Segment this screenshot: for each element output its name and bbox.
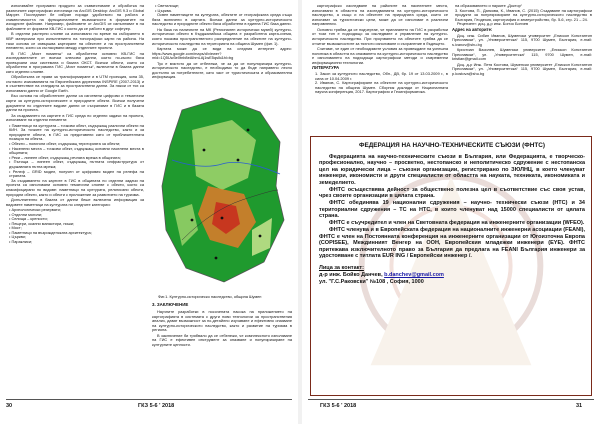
list-item: • Селища – крепости; [9, 216, 48, 222]
list-item: • Пътища – линеен обект, съдържащ пътната инфраструктура от държавната пътна мрежа; [9, 159, 144, 169]
list-item: • Паметници на културата – точкови обект, съдържащ различни обекти на КИН. За точките на културно-историческото наследство, както и за природните обекти, в ГИС са представени като от приблизителната позиция на обекта. [9, 122, 144, 142]
reference-item: 2. Иванов, С. Картографиране на обектите на културно-историческото наследство на община Шумен. Сборник доклади от Националната научна конференция, 2017. Картография и Геоинформатика. [315, 80, 448, 95]
contact-email-link[interactable]: b.danchev@gmail.com [384, 271, 444, 278]
paragraph: Считаме, че един от необходимите условия за провеждане на успешна политика в областта на опазването на културно-историческото наследство е използването на подходящи картографски методи и съвременни информационни технологии. [312, 45, 448, 65]
contact-line [319, 272, 585, 279]
paragraph: Федерацията на научно-техническите съюзи в България, или Федерацията, е творческо-професионално, научно – просветно, нестопанско и неполитическо сдружение с нестопанска цел на юридически лица – съюзни организации, регистрирано по ЗЮЛНЦ, в което членуват инженери, икономисти и други специалисти от областта на науката, техниката, икономиката и земеделието. [319, 153, 585, 186]
conclusion-text [152, 310, 292, 348]
page-number: 31 [576, 403, 583, 409]
list-item: • Мост; [9, 225, 22, 231]
footer-rule [308, 399, 594, 400]
map-marker [221, 217, 224, 220]
contact-address: ул. "Г.С.Раковски" №108 , София, 1000 [319, 279, 424, 286]
left-column-2 [152, 4, 292, 88]
paragraph: В ГИС „Моят поминък“ са обработени основни КВ-ГИС на изследователите от всички ключови данни, които по-късно бяха привързани към системата и базата ОКСТ. Всички обекти, които са обработени в програмата ГИС „Моят поминък“, включени в базата данни като отделни слоеве. [6, 50, 144, 74]
box-title: ФЕДЕРАЦИЯ НА НАУЧНО-ТЕХНИЧЕСКИТЕ СЪЮЗИ (ФНТС) [359, 142, 545, 149]
left-column-1 [6, 4, 144, 374]
journal-label: ГКЗ 5-6 ' 2018 [138, 403, 175, 409]
list-item: • Пещери, скални манастири, ниши; [9, 220, 75, 226]
paragraph: ФНТС обединява 19 национални сдружения – научно- технически съюзи (НТС) и 34 териториални сдружения – ТС на НТС, в които членуват над 15000 специалисти от цялата страна. [319, 200, 585, 220]
paragraph: За създаването на картите в ГИС среда по отделни задачи на проекта, използване на отделни елементи: [6, 112, 144, 123]
list-item: • Параклиси; [9, 239, 33, 245]
paragraph: Освен паметниците на културата, обектите от географската среда също бяха включени в картата. Всички данни за културно-историческото наследство и природните обекти бяха обработени в единна ГИС база данни. [152, 12, 292, 27]
paragraph: картографско изследване на районите на населените места, използвани в областта на изследванията на културно-историческото наследство, а също и на обектите на природната среда, които се използват за туристически цели, може да се използват в различни направления. [312, 3, 448, 27]
right-column-2 [452, 3, 592, 76]
list-item: • Светилище; [155, 3, 180, 8]
list-item: • Отделни могили; [9, 211, 43, 217]
reference-item: на образованието и науките „Доктор“ [455, 3, 523, 8]
map-marker [247, 129, 250, 132]
right-column-1 [312, 4, 448, 134]
contact-heading: Лица за контакт: [319, 264, 364, 271]
map-image [152, 90, 292, 290]
footer-rule [6, 399, 292, 400]
authors-heading: Адрес на авторите: [452, 26, 493, 32]
box-content [319, 141, 585, 286]
list-item: • Релеф – GRID модел, получен от цифровия модел на релефа на страната. [9, 168, 144, 179]
paragraph: Въз основа на обработените данни са изготвени цифрови и тематични карти за културно-историческите и природните обекти. Всички получени документи по отделните видове данни се съхраняват в ГИС и в базата данни на проекта. [6, 93, 144, 113]
paragraph: В заключение би трябвало да се отбележи, че комплексното използване на ГИС е ефективен инструмент за опазване и популяризиране на културните ценности. [152, 332, 292, 347]
map-marker [203, 149, 206, 152]
heritage-map-figure [152, 90, 292, 290]
references-heading: ЛИТЕРАТУРА [312, 65, 340, 71]
map-url[interactable]: Картата може да се види на следния интернет адрес: https://www.google.com/maps/d/viewer?mid=1Q5Uw3e0tnb8eAlhmLAj1wE5qsIk&hl=bg [152, 45, 292, 61]
map-marker [191, 219, 194, 222]
page-number: 30 [6, 403, 13, 409]
author-address: Кристиан Василев, Шуменски университет „Епископ Константин Преславски“, ул. „Университетска“ 115, 9700 Шумен, e-mail: kristian@gmail.com [452, 47, 592, 62]
paragraph: ФНТС е съучредител и член на Световната федерация на инженерните организации (WFEO). [329, 220, 585, 227]
paragraph: Научните разработки в посочената насока на приложението на картографията в системата с други нови технологии за пространствения анализ, дават възможност за по-детайлно изучаване и ефективно опазване на културно-историческото наследство, както и развитие на туризма в региона. [152, 309, 292, 333]
figure-caption: Фиг.1. Културно-историческо наследство, община Шумен [158, 294, 262, 299]
fnts-announcement-box [310, 136, 592, 396]
list-item: • Църква. [155, 7, 172, 13]
journal-label: ГКЗ 5-6 ' 2018 [320, 403, 357, 409]
paragraph: използвайте програмни продукти за съвместяване и обработка на различните картографски източници на ArcGIS Desktop: ArcGIS 9.3 и Global Mapper. Последният бе избран поради удобството на работа и съвместимостта на функционалните възможности в форматите на изходните файлове. Например, файловете от ArcGIS се изпълняват в на файловете от формати КВ-ГИС с които да се работи в друг софтуер. [6, 3, 144, 31]
paragraph: Допълнително в базата от данни беше включена информация за видовете паметници на културата по следните категории: [6, 196, 144, 207]
reference-item: 3. Костова, П., Данкова, К., Иванов, С. (2015) Създаване на картографски продукти за популяризиране на културно-историческото наследство в България, Геодезия, картография и земеустройство, бр. 5-6, стр. 21 – 24. [455, 7, 592, 22]
paragraph: Обработката се прави за трансформиране и в UTM проекция, зона 35, съгласно изискванията на Европейската директива INSPIRE (2007-2013) и в съответствие на стандарта за пространствени данни. За някои от тях са използвани данни от Google Earth. [6, 74, 144, 94]
paragraph: ФНТС осъществява дейност за обществено полезна цел в съответствие със своя устав, чрез своите организации в цялата страна. [319, 186, 585, 200]
reviewer: Рецензент: доц. д-р инж. Бончо Бончев [457, 21, 529, 27]
map-marker [215, 257, 218, 260]
left-page [0, 0, 298, 424]
list-item: • Археологически резервати; [9, 206, 61, 212]
list-item: • Паметници на възрожденската архитектура; [9, 229, 92, 235]
paragraph: Основно трябва да се подчертае, че прилагането на ГИС в разработки от този тип е подходящо за изследване и управление на културно-историческото наследство. При проучването на обектите трябва да се отчитат възможностите за тяхното използване и съхранение в бъдещето. [312, 26, 448, 46]
paragraph: Тук е мястото да се отбележи, че за да се популяризира културно-историческото наследство, е необходимо то да бъде направено лесно достъпно за потребителите, като част от туристическата и образователна информация. [152, 60, 292, 80]
paragraph: На база на наличните на МК (Регионален исторически музей) културно-исторически обекти в Кърджалийска община е разработена карта-схема, която показва пространственото разпределение на обектите на културно-историческото наследство на територията на община Шумен (фиг. 1). [152, 26, 292, 46]
reference-item: 1. Закон за културното наследство, Обн., ДВ, бр. 19 от 13.03.2009 г., в сила от 10.04.2009 г. [315, 70, 448, 81]
list-item: • Населени места – точкови обект, съдържащ основни населени места в общината; [9, 145, 144, 156]
list-item: • Църкви; [9, 234, 26, 240]
author-address: Доц. д-р Инж. Петя Костова, Шуменски университет „Епископ Константин Преславски“, ул. „Университетска“ 115, 9700 Шумен, България, e-mail: p.kostova@shu.bg [452, 61, 592, 76]
map-marker [259, 235, 262, 238]
map-marker [237, 159, 240, 162]
author-address: Доц. инж. Сибин Иванов, Шуменски университет „Епископ Константин Преславски“, ул. „Университетска“ 115, 9700 Шумен, България, e-mail: s.ivanov@shu.bg [452, 32, 592, 47]
list-item: • Реки – линеен обект, съдържащ речната мрежа в общината; [9, 154, 121, 160]
right-page [302, 0, 600, 424]
paragraph: За създаването на картите в ГИС в общината по отделни задачи на проекта са използвани основни тематични слоеве с обекти, които са класифицирани по видове: паметници на културата, религиозни обекти, природни обекти, както и обекти с приложение за развитието на туризма. [6, 177, 144, 197]
paragraph: ФНТС членува и в Европейската федерация на националните инженерни асоциации (FEANI), ФНТС е член на Постоянната конференция на инженерните организации от Югоизточна Европа (COPISEE), Междинният Венгер на ООН, Европейския младежки инженери (EYE). ФНТС притежава изключителното право за България да предлага на FEANI България инженери за удостояване с титлата EUR ING / Европейски инженер /. [319, 227, 585, 260]
list-item: • Обекти – полигони обект, съдържащ територията за обекти; [9, 141, 121, 146]
paragraph: В отделни растерни слоеве са използвани по време на събирането в КВР материали при изпълнението на топографски карти на района. На тази основа се извършва картиране на обектите и на пространствени елементи, които са съгласувани между отделните проекти. [6, 31, 144, 51]
section-heading: 3. ЗАКЛЮЧЕНИЕ [152, 302, 189, 307]
contact-person: д-р инж. Бойко Данчев, [319, 271, 383, 278]
